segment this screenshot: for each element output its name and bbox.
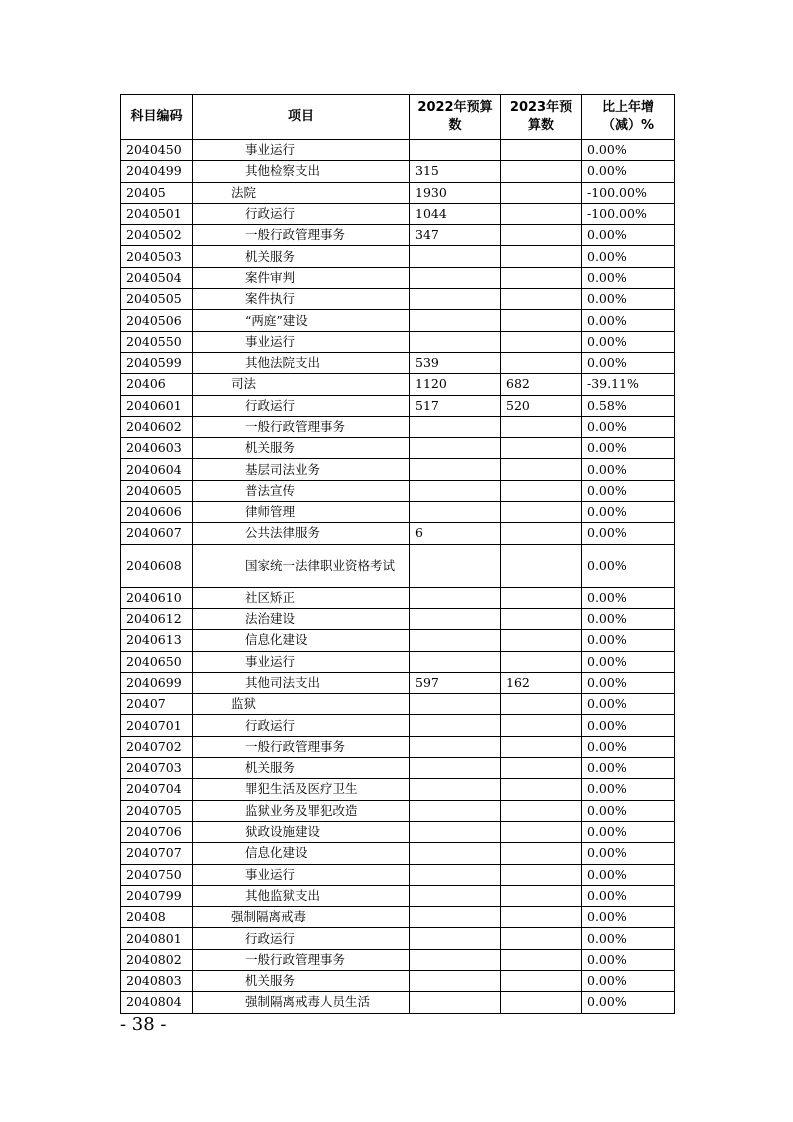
- table-row: [121, 672, 675, 693]
- table-row: [121, 992, 675, 1013]
- cell-change: 0.00%: [582, 715, 675, 736]
- cell-name: 监狱业务及罪犯改造: [193, 800, 410, 821]
- cell-2022: [410, 289, 501, 310]
- table-row: [121, 864, 675, 885]
- table-row: [121, 459, 675, 480]
- cell-code: 2040607: [121, 523, 193, 544]
- cell-name: 公共法律服务: [193, 523, 410, 544]
- cell-code: 2040610: [121, 587, 193, 608]
- table-row: [121, 352, 675, 373]
- cell-2022: 1044: [410, 203, 501, 224]
- table-row: [121, 523, 675, 544]
- cell-code: 2040599: [121, 352, 193, 373]
- cell-name: 国家统一法律职业资格考试: [193, 544, 410, 587]
- cell-code: 2040604: [121, 459, 193, 480]
- table-row: [121, 949, 675, 970]
- table-row: [121, 821, 675, 842]
- cell-2022: [410, 267, 501, 288]
- table-header-row: [121, 95, 675, 140]
- cell-2023: [501, 161, 582, 182]
- cell-name: 行政运行: [193, 203, 410, 224]
- header-change: 比上年增（减）%: [582, 95, 675, 140]
- cell-code: 20407: [121, 694, 193, 715]
- cell-code: 2040504: [121, 267, 193, 288]
- cell-code: 2040707: [121, 843, 193, 864]
- table-row: [121, 438, 675, 459]
- table-row: [121, 310, 675, 331]
- cell-name: 案件执行: [193, 289, 410, 310]
- cell-change: 0.00%: [582, 608, 675, 629]
- cell-change: 0.00%: [582, 267, 675, 288]
- cell-code: 2040804: [121, 992, 193, 1013]
- cell-2022: [410, 736, 501, 757]
- cell-name: 强制隔离戒毒: [193, 907, 410, 928]
- cell-code: 20408: [121, 907, 193, 928]
- cell-name: 行政运行: [193, 928, 410, 949]
- cell-change: 0.00%: [582, 907, 675, 928]
- cell-2022: [410, 715, 501, 736]
- cell-code: 20405: [121, 182, 193, 203]
- cell-change: 0.00%: [582, 992, 675, 1013]
- cell-2023: [501, 885, 582, 906]
- header-code: 科目编码: [121, 95, 193, 140]
- cell-name: 事业运行: [193, 140, 410, 161]
- cell-2022: [410, 800, 501, 821]
- cell-code: 2040699: [121, 672, 193, 693]
- cell-change: 0.00%: [582, 821, 675, 842]
- cell-change: -100.00%: [582, 182, 675, 203]
- cell-2022: [410, 758, 501, 779]
- cell-2022: [410, 821, 501, 842]
- cell-2023: [501, 694, 582, 715]
- cell-code: 2040602: [121, 416, 193, 437]
- table-row: [121, 587, 675, 608]
- cell-change: 0.00%: [582, 758, 675, 779]
- cell-2023: [501, 949, 582, 970]
- cell-change: 0.00%: [582, 225, 675, 246]
- table-row: [121, 246, 675, 267]
- cell-name: 机关服务: [193, 758, 410, 779]
- cell-name: 机关服务: [193, 246, 410, 267]
- cell-change: 0.00%: [582, 949, 675, 970]
- cell-2022: [410, 651, 501, 672]
- cell-2023: [501, 182, 582, 203]
- cell-2022: 315: [410, 161, 501, 182]
- cell-change: 0.00%: [582, 864, 675, 885]
- cell-change: 0.00%: [582, 416, 675, 437]
- table-row: [121, 416, 675, 437]
- cell-2023: 162: [501, 672, 582, 693]
- cell-code: 2040613: [121, 630, 193, 651]
- cell-2022: [410, 438, 501, 459]
- table-row: [121, 630, 675, 651]
- cell-name: 司法: [193, 374, 410, 395]
- cell-2022: [410, 310, 501, 331]
- cell-name: 强制隔离戒毒人员生活: [193, 992, 410, 1013]
- page-number: - 38 -: [120, 1014, 167, 1035]
- cell-code: 2040605: [121, 480, 193, 501]
- cell-2023: [501, 480, 582, 501]
- cell-change: 0.00%: [582, 970, 675, 991]
- cell-name: 其他司法支出: [193, 672, 410, 693]
- cell-name: 狱政设施建设: [193, 821, 410, 842]
- cell-name: 律师管理: [193, 502, 410, 523]
- cell-2022: 597: [410, 672, 501, 693]
- cell-2023: [501, 715, 582, 736]
- table-row: [121, 502, 675, 523]
- cell-code: 2040702: [121, 736, 193, 757]
- cell-name: 一般行政管理事务: [193, 225, 410, 246]
- table-row: [121, 395, 675, 416]
- cell-2022: 347: [410, 225, 501, 246]
- cell-code: 2040505: [121, 289, 193, 310]
- cell-code: 2040499: [121, 161, 193, 182]
- cell-code: 20406: [121, 374, 193, 395]
- cell-code: 2040801: [121, 928, 193, 949]
- cell-2023: [501, 544, 582, 587]
- table-row: [121, 480, 675, 501]
- table-row: [121, 843, 675, 864]
- table-row: [121, 885, 675, 906]
- cell-2023: [501, 267, 582, 288]
- table-row: [121, 715, 675, 736]
- cell-2023: [501, 587, 582, 608]
- cell-code: 2040502: [121, 225, 193, 246]
- cell-2022: [410, 992, 501, 1013]
- cell-2022: [410, 246, 501, 267]
- table-row: [121, 651, 675, 672]
- table-row: [121, 800, 675, 821]
- cell-code: 2040650: [121, 651, 193, 672]
- cell-2023: [501, 992, 582, 1013]
- table-body: [121, 140, 675, 1014]
- cell-code: 2040612: [121, 608, 193, 629]
- table-row: [121, 374, 675, 395]
- table-row: [121, 970, 675, 991]
- cell-change: 0.00%: [582, 651, 675, 672]
- table-row: [121, 203, 675, 224]
- cell-change: 0.00%: [582, 544, 675, 587]
- cell-change: 0.00%: [582, 502, 675, 523]
- cell-name: 一般行政管理事务: [193, 949, 410, 970]
- cell-2023: [501, 523, 582, 544]
- cell-name: 行政运行: [193, 715, 410, 736]
- cell-name: 法院: [193, 182, 410, 203]
- cell-2023: [501, 907, 582, 928]
- cell-name: 一般行政管理事务: [193, 416, 410, 437]
- table-row: [121, 289, 675, 310]
- table-row: [121, 907, 675, 928]
- cell-2023: [501, 821, 582, 842]
- cell-change: 0.00%: [582, 161, 675, 182]
- cell-code: 2040601: [121, 395, 193, 416]
- table-row: [121, 608, 675, 629]
- cell-name: 案件审判: [193, 267, 410, 288]
- cell-2022: [410, 630, 501, 651]
- cell-change: -39.11%: [582, 374, 675, 395]
- cell-change: 0.00%: [582, 289, 675, 310]
- cell-name: 信息化建设: [193, 843, 410, 864]
- cell-name: 事业运行: [193, 651, 410, 672]
- cell-change: 0.00%: [582, 310, 675, 331]
- cell-2022: [410, 907, 501, 928]
- cell-name: 一般行政管理事务: [193, 736, 410, 757]
- cell-2023: [501, 608, 582, 629]
- cell-code: 2040704: [121, 779, 193, 800]
- cell-change: 0.00%: [582, 928, 675, 949]
- cell-2023: [501, 331, 582, 352]
- table-row: [121, 331, 675, 352]
- cell-2023: [501, 928, 582, 949]
- cell-2023: [501, 800, 582, 821]
- cell-2022: 539: [410, 352, 501, 373]
- cell-change: 0.00%: [582, 779, 675, 800]
- cell-code: 2040606: [121, 502, 193, 523]
- header-2023: 2023年预算数: [501, 95, 582, 140]
- cell-2022: 6: [410, 523, 501, 544]
- cell-name: 其他检察支出: [193, 161, 410, 182]
- cell-2023: [501, 736, 582, 757]
- cell-2023: [501, 502, 582, 523]
- cell-name: “两庭”建设: [193, 310, 410, 331]
- cell-change: 0.00%: [582, 885, 675, 906]
- cell-change: 0.00%: [582, 438, 675, 459]
- cell-name: 基层司法业务: [193, 459, 410, 480]
- cell-2023: [501, 843, 582, 864]
- cell-change: 0.00%: [582, 140, 675, 161]
- cell-name: 机关服务: [193, 438, 410, 459]
- cell-code: 2040506: [121, 310, 193, 331]
- cell-2022: [410, 970, 501, 991]
- table-row: [121, 928, 675, 949]
- cell-name: 其他法院支出: [193, 352, 410, 373]
- cell-2022: [410, 694, 501, 715]
- cell-code: 2040802: [121, 949, 193, 970]
- cell-2023: [501, 779, 582, 800]
- cell-change: 0.00%: [582, 672, 675, 693]
- cell-2023: [501, 203, 582, 224]
- table-row: [121, 225, 675, 246]
- cell-code: 2040706: [121, 821, 193, 842]
- cell-code: 2040501: [121, 203, 193, 224]
- cell-2022: 517: [410, 395, 501, 416]
- cell-code: 2040703: [121, 758, 193, 779]
- cell-change: 0.00%: [582, 694, 675, 715]
- cell-code: 2040799: [121, 885, 193, 906]
- cell-change: 0.00%: [582, 246, 675, 267]
- cell-2022: [410, 885, 501, 906]
- cell-code: 2040603: [121, 438, 193, 459]
- budget-table: [120, 94, 675, 1014]
- cell-change: 0.00%: [582, 587, 675, 608]
- cell-name: 法治建设: [193, 608, 410, 629]
- cell-2023: [501, 352, 582, 373]
- cell-2023: 682: [501, 374, 582, 395]
- cell-name: 事业运行: [193, 864, 410, 885]
- cell-change: -100.00%: [582, 203, 675, 224]
- cell-2023: [501, 225, 582, 246]
- cell-2022: [410, 459, 501, 480]
- table-row: [121, 182, 675, 203]
- cell-name: 行政运行: [193, 395, 410, 416]
- cell-2022: [410, 779, 501, 800]
- table-row: [121, 140, 675, 161]
- cell-code: 2040608: [121, 544, 193, 587]
- cell-name: 普法宣传: [193, 480, 410, 501]
- cell-change: 0.00%: [582, 352, 675, 373]
- cell-2022: [410, 502, 501, 523]
- cell-2022: [410, 480, 501, 501]
- table-row: [121, 736, 675, 757]
- cell-change: 0.00%: [582, 459, 675, 480]
- cell-2022: [410, 928, 501, 949]
- cell-2023: [501, 140, 582, 161]
- cell-change: 0.00%: [582, 523, 675, 544]
- cell-name: 罪犯生活及医疗卫生: [193, 779, 410, 800]
- table-row: [121, 544, 675, 587]
- cell-2023: [501, 289, 582, 310]
- header-name: 项目: [193, 95, 410, 140]
- cell-code: 2040803: [121, 970, 193, 991]
- cell-change: 0.00%: [582, 800, 675, 821]
- cell-change: 0.00%: [582, 480, 675, 501]
- table-row: [121, 694, 675, 715]
- cell-2023: [501, 970, 582, 991]
- cell-2023: [501, 310, 582, 331]
- cell-code: 2040705: [121, 800, 193, 821]
- cell-2022: [410, 587, 501, 608]
- cell-2023: 520: [501, 395, 582, 416]
- cell-2022: [410, 864, 501, 885]
- cell-2023: [501, 651, 582, 672]
- cell-2023: [501, 438, 582, 459]
- cell-name: 机关服务: [193, 970, 410, 991]
- cell-name: 社区矫正: [193, 587, 410, 608]
- cell-2023: [501, 864, 582, 885]
- table-row: [121, 267, 675, 288]
- cell-code: 2040750: [121, 864, 193, 885]
- cell-change: 0.00%: [582, 630, 675, 651]
- cell-2022: 1930: [410, 182, 501, 203]
- table-row: [121, 758, 675, 779]
- cell-code: 2040550: [121, 331, 193, 352]
- cell-change: 0.00%: [582, 843, 675, 864]
- cell-name: 监狱: [193, 694, 410, 715]
- cell-2023: [501, 459, 582, 480]
- cell-code: 2040701: [121, 715, 193, 736]
- cell-change: 0.00%: [582, 331, 675, 352]
- cell-2022: [410, 843, 501, 864]
- cell-2023: [501, 758, 582, 779]
- cell-change: 0.00%: [582, 736, 675, 757]
- cell-2022: [410, 949, 501, 970]
- cell-2022: [410, 140, 501, 161]
- cell-code: 2040503: [121, 246, 193, 267]
- cell-name: 信息化建设: [193, 630, 410, 651]
- cell-2023: [501, 246, 582, 267]
- cell-name: 其他监狱支出: [193, 885, 410, 906]
- cell-name: 事业运行: [193, 331, 410, 352]
- header-2022: 2022年预算数: [410, 95, 501, 140]
- cell-2022: [410, 608, 501, 629]
- cell-code: 2040450: [121, 140, 193, 161]
- table-row: [121, 779, 675, 800]
- cell-2023: [501, 416, 582, 437]
- cell-change: 0.58%: [582, 395, 675, 416]
- cell-2022: 1120: [410, 374, 501, 395]
- cell-2023: [501, 630, 582, 651]
- cell-2022: [410, 544, 501, 587]
- table-row: [121, 161, 675, 182]
- cell-2022: [410, 416, 501, 437]
- cell-2022: [410, 331, 501, 352]
